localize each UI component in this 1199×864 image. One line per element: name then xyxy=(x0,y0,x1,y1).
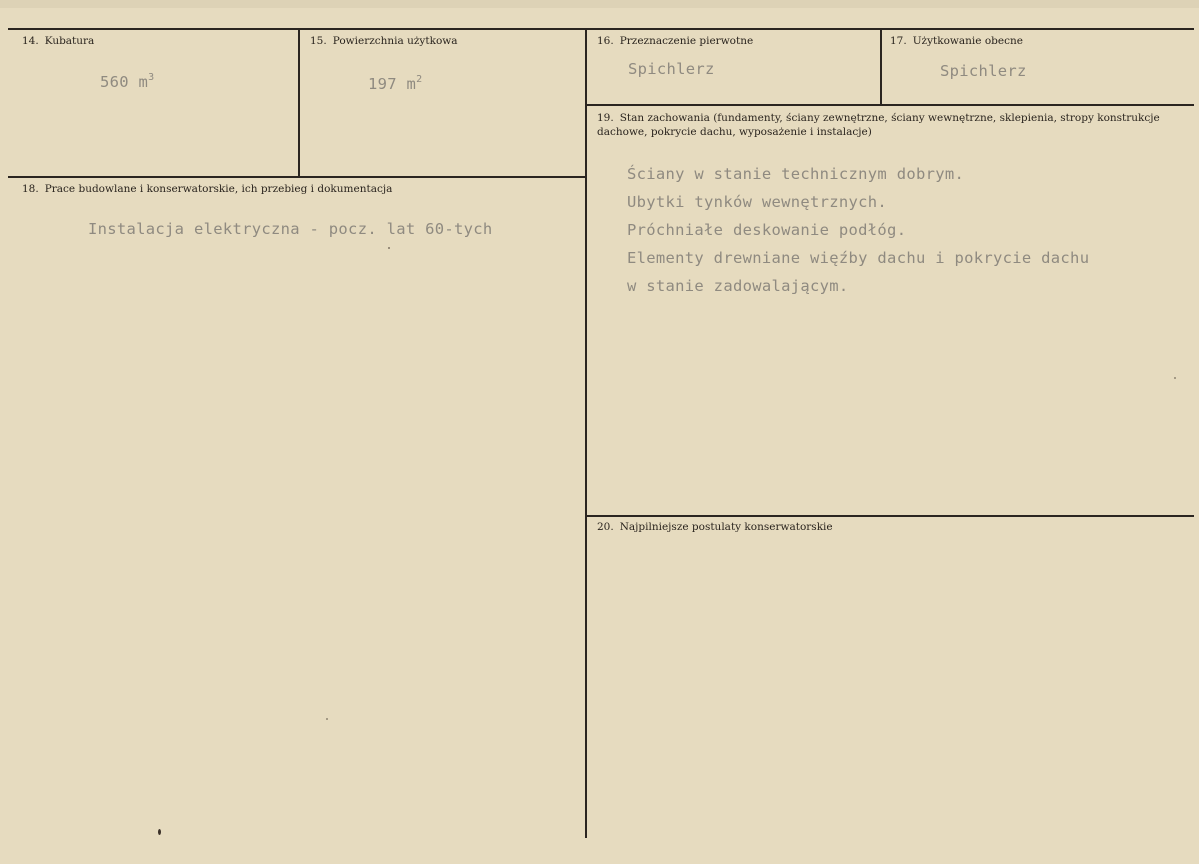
stan-line-1: Ściany w stanie technicznym dobrym. xyxy=(627,165,965,183)
divider-14-15 xyxy=(298,30,300,176)
stan-line-5: w stanie zadowalającym. xyxy=(627,277,849,295)
powierzchnia-value: 197 m xyxy=(368,75,417,93)
stan-line-4: Elementy drewniane więźby dachu i pokrycie dachu xyxy=(627,249,1090,267)
paper-speck xyxy=(1174,377,1176,379)
field-15-number: 15. xyxy=(310,35,327,47)
field-16-value: Spichlerz xyxy=(628,60,715,78)
stan-line-2: Ubytki tynków wewnętrznych. xyxy=(627,193,888,211)
field-18-label xyxy=(22,182,392,196)
field-20-number: 20. xyxy=(597,521,614,533)
field-15-title: Powierzchnia użytkowa xyxy=(332,35,458,47)
field-14-value xyxy=(100,72,155,91)
rule-above-20 xyxy=(587,515,1194,517)
field-19-label xyxy=(597,111,1169,139)
field-18-value: Instalacja elektryczna - pocz. lat 60-tych xyxy=(88,220,493,238)
field-14-title: Kubatura xyxy=(44,35,95,47)
rule-above-18 xyxy=(8,176,586,178)
field-15-label xyxy=(310,34,458,48)
card-top-edge xyxy=(0,0,1199,8)
paper-speck xyxy=(158,829,161,835)
field-17-label xyxy=(890,34,1023,48)
field-20-label xyxy=(597,520,833,534)
paper-speck xyxy=(388,247,390,249)
field-14-label xyxy=(22,34,94,48)
divider-16-17 xyxy=(880,30,882,104)
field-14-number: 14. xyxy=(22,35,39,47)
top-rule xyxy=(8,28,1194,30)
field-19-number: 19. xyxy=(597,112,614,124)
rule-above-19 xyxy=(587,104,1194,106)
field-16-title: Przeznaczenie pierwotne xyxy=(619,35,754,47)
powierzchnia-exponent: 2 xyxy=(416,74,423,85)
field-19-value xyxy=(627,160,1089,300)
field-16-number: 16. xyxy=(597,35,614,47)
field-15-value xyxy=(368,74,423,93)
stan-line-3: Próchniałe deskowanie podłóg. xyxy=(627,221,907,239)
field-19-title: Stan zachowania (fundamenty, ściany zewnętrzne, ściany wewnętrzne, sklepienia, stropy konstrukcje dachowe, pokrycie dachu, wyposażenie i instalacje) xyxy=(597,112,1160,139)
field-18-title: Prace budowlane i konserwatorskie, ich przebieg i dokumentacja xyxy=(44,183,393,195)
paper-speck xyxy=(326,718,328,720)
center-divider xyxy=(585,30,587,838)
field-20-title: Najpilniejsze postulaty konserwatorskie xyxy=(619,521,833,533)
field-17-value: Spichlerz xyxy=(940,62,1027,80)
kubatura-value: 560 m xyxy=(100,73,149,91)
field-16-label xyxy=(597,34,753,48)
kubatura-exponent: 3 xyxy=(148,72,155,83)
field-18-number: 18. xyxy=(22,183,39,195)
field-17-number: 17. xyxy=(890,35,907,47)
field-17-title: Użytkowanie obecne xyxy=(912,35,1023,47)
